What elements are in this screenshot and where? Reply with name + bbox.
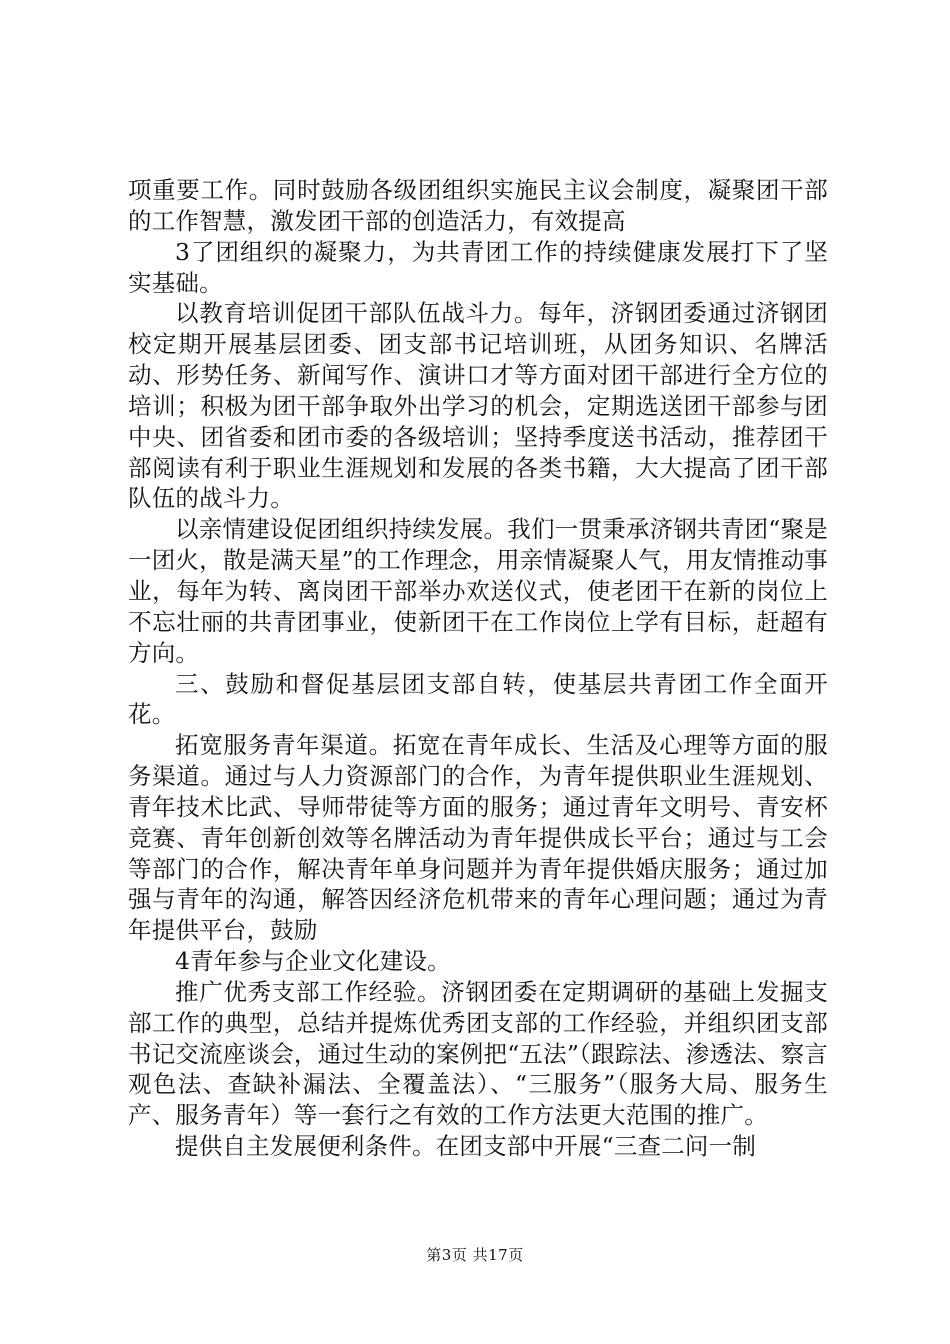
paragraph: 项重要工作。同时鼓励各级团组织实施民主议会制度，凝聚团干部的工作智慧，激发团干部的创造活力，有效提高 (128, 176, 828, 235)
paragraph: 拓宽服务青年渠道。拓宽在青年成长、生活及心理等方面的服务渠道。通过与人力资源部门的合作，为青年提供职业生涯规划、青年技术比武、导师带徒等方面的服务；通过青年文明号、青安杯竞赛、青年创新创效等名牌活动为青年提供成长平台；通过与工会等部门的合作，解决青年单身问题并为青年提供婚庆服务；通过加强与青年的沟通，解答因经济危机带来的青年心理问题；通过为青年提供平台，鼓励 (128, 731, 828, 945)
paragraph: 推广优秀支部工作经验。济钢团委在定期调研的基础上发掘支部工作的典型，总结并提炼优秀团支部的工作经验，并组织团支部书记交流座谈会，通过生动的案例把“五法”（跟踪法、渗透法、察言观色法、查缺补漏法、全覆盖法）、“三服务”（服务大局、服务生产、服务青年）等一套行之有效的工作方法更大范围的推广。 (128, 977, 828, 1130)
paragraph: 4青年参与企业文化建设。 (175, 947, 451, 976)
page-footer (0, 1245, 950, 1265)
section-heading: 三、鼓励和督促基层团支部自转，使基层共青团工作全面开花。 (128, 669, 828, 729)
paragraph: 以教育培训促团干部队伍战斗力。每年，济钢团委通过济钢团校定期开展基层团委、团支部书记培训班，从团务知识、名牌活动、形势任务、新闻写作、演讲口才等方面对团干部进行全方位的培训；积极为团干部争取外出学习的机会，定期选送团干部参与团中央、团省委和团市委的各级培训；坚持季度送书活动，推荐团干部阅读有利于职业生涯规划和发展的各类书籍，大大提高了团干部队伍的战斗力。 (128, 299, 828, 513)
page-number: 第3页 共17页 (426, 1246, 524, 1264)
paragraph: 以亲情建设促团组织持续发展。我们一贯秉承济钢共青团“聚是一团火，散是满天星”的工作理念，用亲情凝聚人气，用友情推动事业，每年为转、离岗团干部举办欢送仪式，使老团干在新的岗位上不忘壮丽的共青团事业，使新团干在工作岗位上学有目标，赶超有方向。 (128, 515, 828, 667)
paragraph: 提供自主发展便利条件。在团支部中开展“三查二问一制 (175, 1132, 757, 1161)
paragraph: 3了团组织的凝聚力，为共青团工作的持续健康发展打下了坚实基础。 (128, 237, 828, 297)
document-body (128, 175, 828, 1162)
